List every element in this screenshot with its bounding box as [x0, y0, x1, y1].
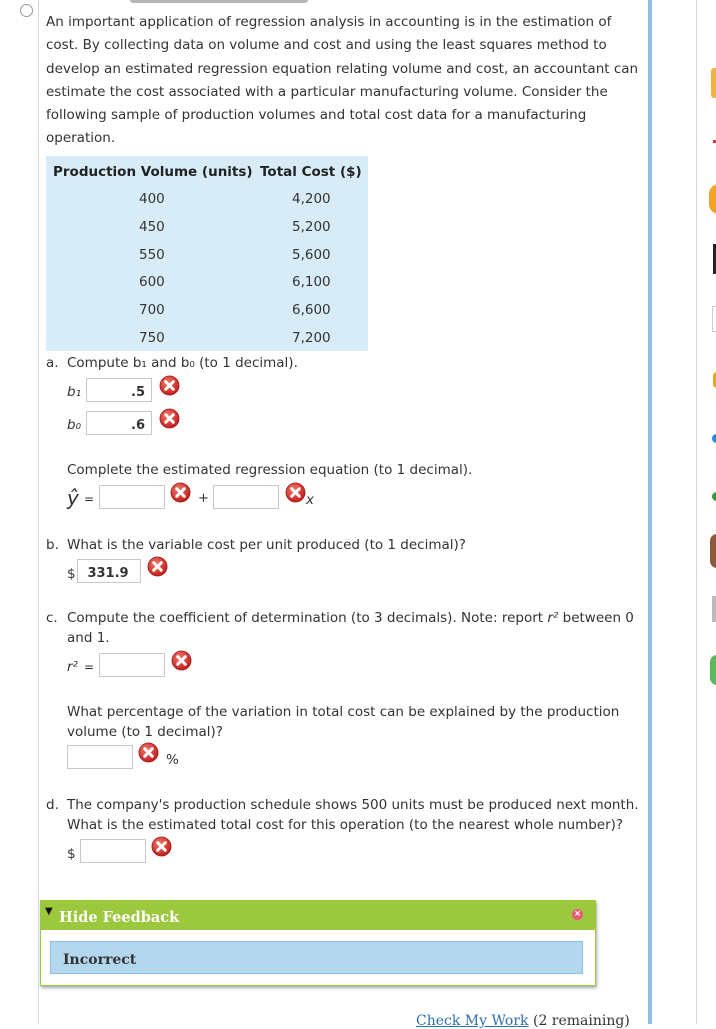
- table-cell: 750: [139, 330, 165, 346]
- part-c-question: [67, 608, 647, 648]
- table-cell: 7,200: [292, 330, 331, 346]
- incorrect-icon: [285, 482, 306, 503]
- table-cell: 550: [139, 247, 165, 263]
- incorrect-icon: [151, 836, 172, 857]
- variable-cost-input[interactable]: [77, 559, 141, 583]
- feedback-result: [50, 941, 583, 974]
- attempts-remaining: (2 remaining): [528, 1013, 630, 1029]
- column-header-volume: Production Volume (units): [53, 164, 253, 180]
- right-side-panel: [696, 0, 716, 1024]
- incorrect-icon: [170, 482, 191, 503]
- part-a-letter: a.: [46, 355, 59, 371]
- column-header-cost: Total Cost ($): [260, 164, 362, 180]
- feedback-panel: [40, 900, 596, 986]
- incorrect-icon: [159, 408, 180, 429]
- part-c-text-3: and 1.: [67, 630, 110, 646]
- table-cell: 4,200: [292, 191, 331, 207]
- table-cell: 400: [139, 191, 165, 207]
- equation-prompt: Complete the estimated regression equation (to 1 decimal).: [67, 462, 473, 478]
- percentage-question: [67, 702, 647, 742]
- part-d-text-2: What is the estimated total cost for this operation (to the nearest whole number)?: [67, 817, 624, 833]
- x-variable: x: [306, 492, 314, 508]
- r2-label: r²: [67, 659, 78, 675]
- equals-sign: =: [84, 492, 95, 506]
- close-icon[interactable]: ×: [573, 909, 582, 919]
- collapse-triangle-icon[interactable]: ▼: [45, 906, 53, 917]
- table-cell: 6,600: [292, 302, 331, 318]
- total-cost-input[interactable]: [80, 839, 146, 863]
- yhat-symbol: ŷ: [67, 486, 79, 510]
- incorrect-icon: [159, 375, 180, 396]
- b0-input[interactable]: [86, 411, 152, 435]
- slope-input[interactable]: [213, 485, 279, 509]
- percent-symbol: %: [166, 752, 179, 768]
- table-cell: 5,200: [292, 219, 331, 235]
- percentage-text-2: volume (to 1 decimal)?: [67, 724, 223, 740]
- equals-sign: =: [84, 660, 95, 674]
- incorrect-icon: [147, 556, 168, 577]
- part-d-text-1: The company's production schedule shows 500 units must be produced next month.: [67, 797, 639, 813]
- data-table: [46, 156, 368, 351]
- incorrect-icon: [171, 650, 192, 671]
- check-my-work: [416, 1013, 630, 1029]
- top-tab-edge: [130, 0, 308, 3]
- table-cell: 450: [139, 219, 165, 235]
- b1-label: b₁: [67, 384, 81, 400]
- part-a-question: Compute b₁ and b₀ (to 1 decimal).: [67, 355, 298, 371]
- intercept-input[interactable]: [99, 485, 165, 509]
- incorrect-icon: [138, 742, 159, 763]
- currency-symbol: $: [67, 566, 76, 582]
- part-c-text-1: Compute the coefficient of determination (to 3 decimals). Note: report: [67, 610, 548, 626]
- left-gutter: [0, 0, 39, 1024]
- percentage-input[interactable]: [67, 745, 133, 769]
- content-border: [648, 0, 652, 1024]
- problem-intro: An important application of regression analysis in accounting is in the estimation of cost. By collecting data on volume and cost and using the least squares method to develop an estimated regression equation relating volume and cost, an accountant can estimate the cost associated with a particular manufacturing volume. Consider the following sample of production volumes and total cost data for a manufacturing operation.: [46, 14, 639, 147]
- part-d-question: [67, 795, 647, 835]
- part-c-text-2: between 0: [558, 610, 634, 626]
- hide-feedback-toggle[interactable]: Hide Feedback: [59, 909, 180, 926]
- plus-sign: +: [198, 491, 209, 506]
- table-cell: 600: [139, 274, 165, 290]
- currency-symbol: $: [67, 846, 76, 862]
- table-cell: 5,600: [292, 247, 331, 263]
- table-cell: 700: [139, 302, 165, 318]
- part-d-letter: d.: [46, 797, 59, 813]
- b1-input[interactable]: [86, 378, 152, 402]
- feedback-status: Incorrect: [63, 952, 137, 968]
- table-cell: 6,100: [292, 274, 331, 290]
- r2-inline: r²: [547, 610, 559, 626]
- part-b-letter: b.: [46, 537, 59, 553]
- r2-input[interactable]: [99, 653, 165, 677]
- check-my-work-link[interactable]: Check My Work: [416, 1013, 529, 1029]
- percentage-text-1: What percentage of the variation in total cost can be explained by the production: [67, 704, 620, 720]
- part-b-question: What is the variable cost per unit produced (to 1 decimal)?: [67, 537, 466, 553]
- part-c-letter: c.: [46, 610, 58, 626]
- question-radio[interactable]: [20, 4, 33, 17]
- b0-label: b₀: [67, 417, 81, 433]
- feedback-header[interactable]: [41, 901, 595, 930]
